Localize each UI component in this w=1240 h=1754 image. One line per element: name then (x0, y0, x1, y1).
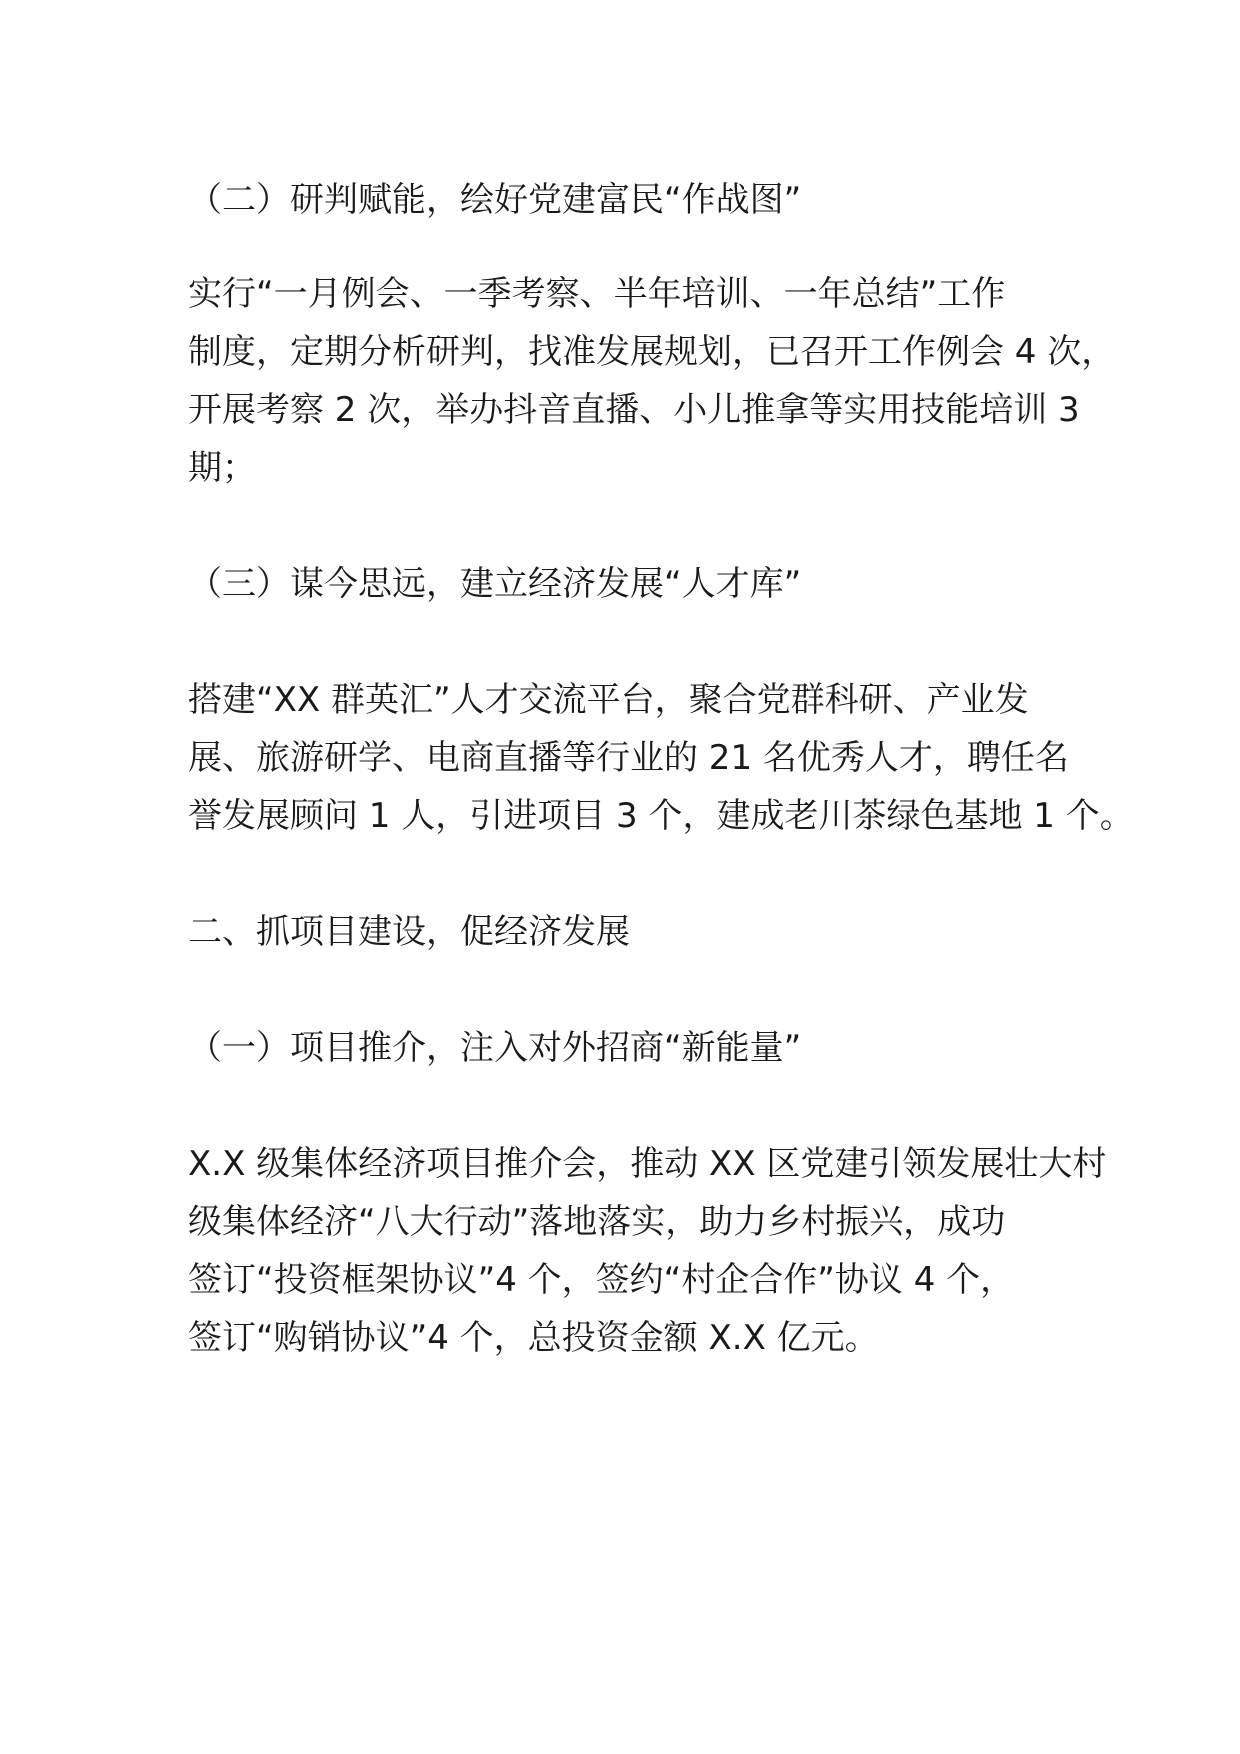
paragraph-line: 开展考察 2 次，举办抖音直播、小儿推拿等实用技能培训 3 (188, 390, 1080, 430)
paragraph-line: 实行“一月例会、一季考察、半年培训、一年总结”工作 (188, 274, 1006, 314)
chapter-heading-2: 二、抓项目建设，促经济发展 (188, 912, 630, 952)
paragraph-line: X.X 级集体经济项目推介会，推动 XX 区党建引领发展壮大村 (188, 1144, 1107, 1184)
section-heading-2: （二）研判赋能，绘好党建富民“作战图” (188, 180, 802, 220)
section-heading-3: （三）谋今思远，建立经济发展“人才库” (188, 564, 802, 604)
paragraph-line: 展、旅游研学、电商直播等行业的 21 名优秀人才，聘任名 (188, 738, 1069, 778)
paragraph-line: 级集体经济“八大行动”落地落实，助力乡村振兴，成功 (188, 1202, 1006, 1242)
paragraph-line: 签订“投资框架协议”4 个，签约“村企合作”协议 4 个， (188, 1260, 1015, 1300)
paragraph-line: 期； (188, 448, 256, 488)
section-heading-1: （一）项目推介，注入对外招商“新能量” (188, 1028, 802, 1068)
paragraph-line: 誉发展顾问 1 人，引进项目 3 个，建成老川茶绿色基地 1 个。 (188, 796, 1134, 836)
paragraph-line: 搭建“XX 群英汇”人才交流平台，聚合党群科研、产业发 (188, 680, 1029, 720)
paragraph-line: 签订“购销协议”4 个，总投资金额 X.X 亿元。 (188, 1318, 879, 1358)
paragraph-line: 制度，定期分析研判，找准发展规划，已召开工作例会 4 次， (188, 332, 1116, 372)
